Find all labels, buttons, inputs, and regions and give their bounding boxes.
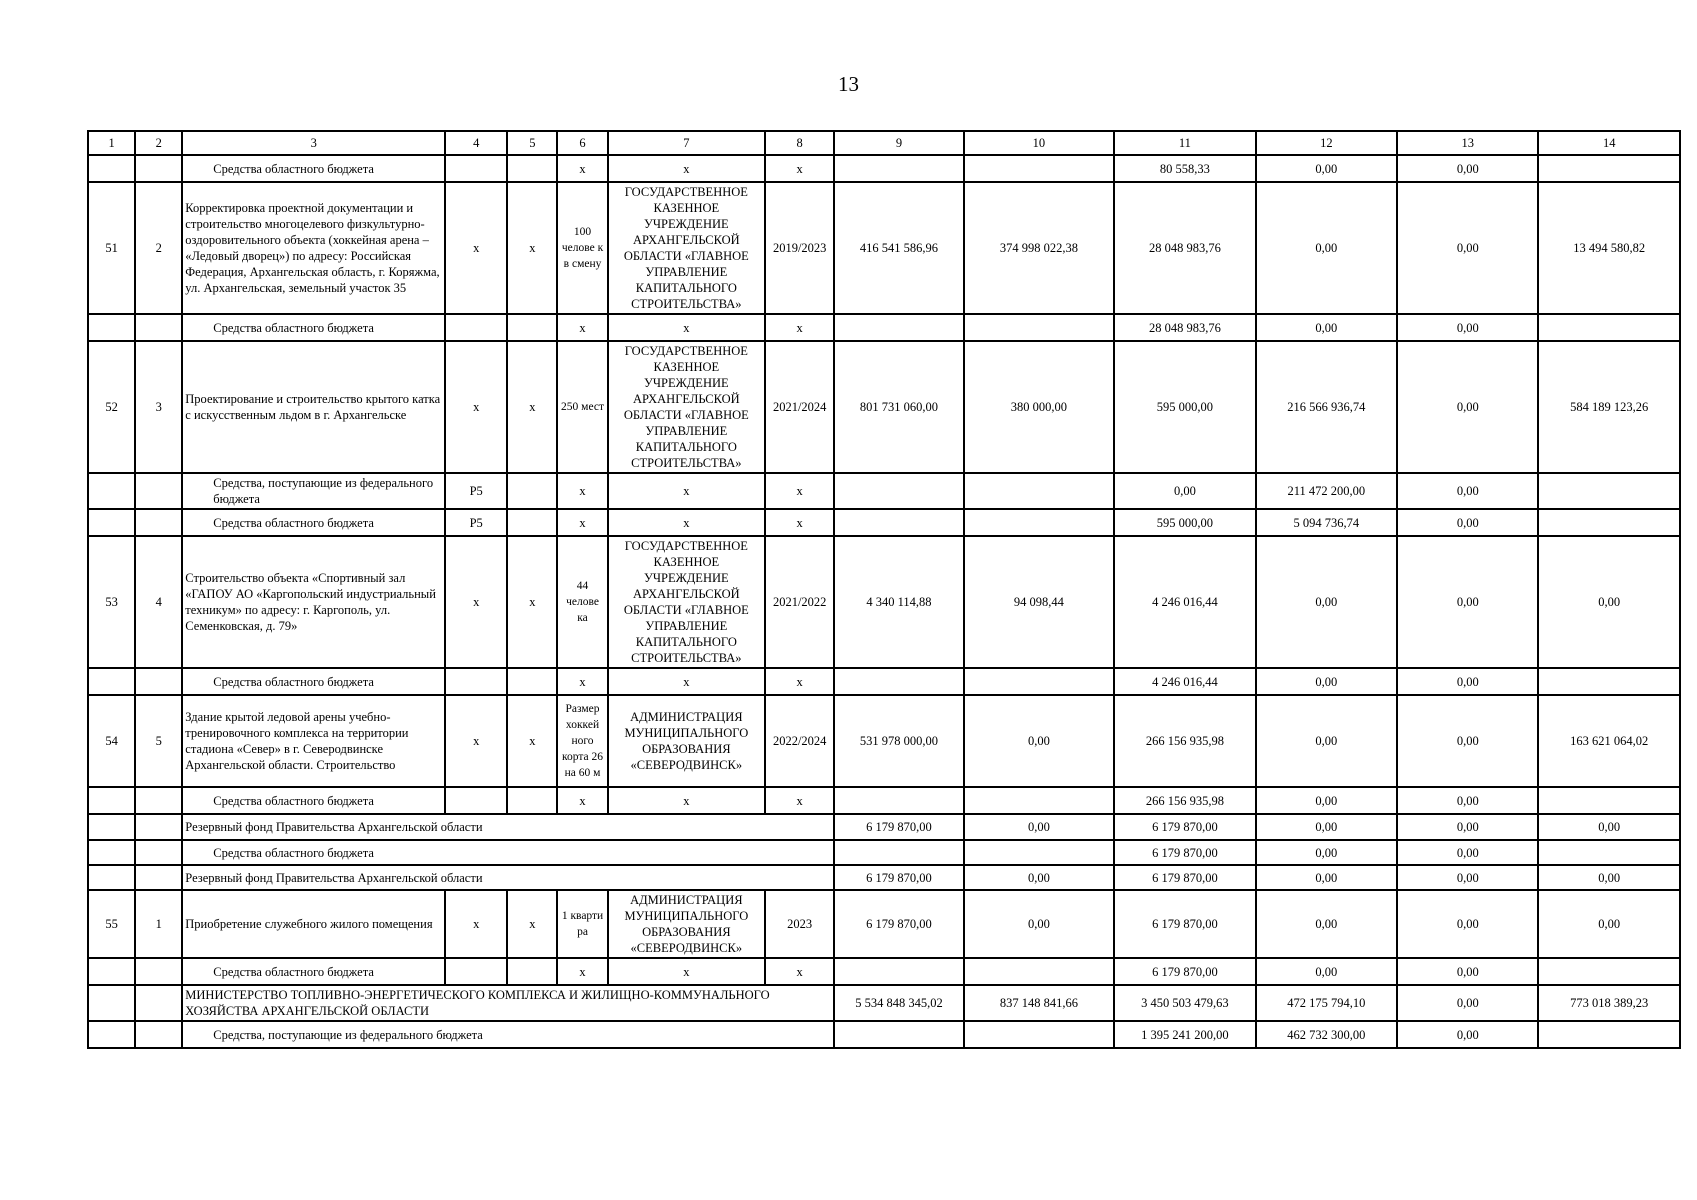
cell-col4: х: [445, 341, 507, 473]
cell-col4: [445, 787, 507, 814]
sub-number-cell: [135, 840, 182, 865]
column-header: 12: [1256, 131, 1397, 155]
table-row: [88, 473, 1680, 509]
investment-program-table: [87, 130, 1681, 1049]
amount-cell-c9: [834, 155, 963, 182]
amount-cell-c13: 0,00: [1397, 341, 1538, 473]
capacity-cell: х: [557, 668, 607, 695]
capacity-cell: 100 челове к в смену: [557, 182, 607, 314]
customer-cell: ГОСУДАРСТВЕННОЕ КАЗЕННОЕ УЧРЕЖДЕНИЕ АРХАНГЕЛЬСКОЙ ОБЛАСТИ «ГЛАВНОЕ УПРАВЛЕНИЕ КАПИТАЛЬНОГО СТРОИТЕЛЬСТВА»: [608, 341, 765, 473]
amount-cell-c11: 4 246 016,44: [1114, 668, 1255, 695]
amount-cell-c13: 0,00: [1397, 958, 1538, 985]
amount-cell-c9: [834, 473, 963, 509]
amount-cell-c11: 595 000,00: [1114, 341, 1255, 473]
amount-cell-c9: 416 541 586,96: [834, 182, 963, 314]
capacity-cell: Размер хоккей ного корта 26 на 60 м: [557, 695, 607, 787]
cell-col5: х: [507, 182, 557, 314]
customer-cell: х: [608, 473, 765, 509]
amount-cell-c14: 0,00: [1538, 536, 1680, 668]
sub-number-cell: [135, 314, 182, 341]
amount-cell-c10: 0,00: [964, 890, 1114, 958]
amount-cell-c10: 0,00: [964, 695, 1114, 787]
sub-number-cell: [135, 814, 182, 840]
amount-cell-c12: 216 566 936,74: [1256, 341, 1397, 473]
row-number-cell: [88, 155, 135, 182]
row-number-cell: [88, 840, 135, 865]
amount-cell-c14: [1538, 840, 1680, 865]
amount-cell-c11: 6 179 870,00: [1114, 840, 1255, 865]
amount-cell-c11: 3 450 503 479,63: [1114, 985, 1255, 1021]
table-row: [88, 1021, 1680, 1048]
column-header: 11: [1114, 131, 1255, 155]
customer-cell: х: [608, 155, 765, 182]
row-number-cell: [88, 314, 135, 341]
cell-col5: [507, 314, 557, 341]
section-title-cell: Резервный фонд Правительства Архангельской области: [182, 814, 834, 840]
amount-cell-c14: 773 018 389,23: [1538, 985, 1680, 1021]
cell-col4: [445, 314, 507, 341]
column-number-row: [88, 131, 1680, 155]
column-header: 2: [135, 131, 182, 155]
amount-cell-c11: 6 179 870,00: [1114, 814, 1255, 840]
funding-source-cell: Средства областного бюджета: [182, 958, 445, 985]
amount-cell-c11: 28 048 983,76: [1114, 314, 1255, 341]
cell-col5: [507, 509, 557, 536]
amount-cell-c12: 472 175 794,10: [1256, 985, 1397, 1021]
amount-cell-c14: [1538, 509, 1680, 536]
row-number-cell: 54: [88, 695, 135, 787]
amount-cell-c13: 0,00: [1397, 985, 1538, 1021]
funding-source-cell: Средства, поступающие из федерального бюджета: [182, 473, 445, 509]
row-number-cell: 55: [88, 890, 135, 958]
funding-source-cell: Средства областного бюджета: [182, 509, 445, 536]
sub-number-cell: 1: [135, 890, 182, 958]
amount-cell-c13: 0,00: [1397, 668, 1538, 695]
table-row: [88, 865, 1680, 890]
sub-number-cell: [135, 1021, 182, 1048]
section-title-cell: МИНИСТЕРСТВО ТОПЛИВНО-ЭНЕРГЕТИЧЕСКОГО КОМПЛЕКСА И ЖИЛИЩНО-КОММУНАЛЬНОГО ХОЗЯЙСТВА АРХАНГЕЛЬСКОЙ ОБЛАСТИ: [182, 985, 834, 1021]
page-number: 13: [838, 72, 859, 96]
period-cell: х: [765, 155, 834, 182]
table-row: [88, 668, 1680, 695]
cell-col4: [445, 155, 507, 182]
customer-cell: х: [608, 958, 765, 985]
sub-number-cell: [135, 787, 182, 814]
cell-col4: х: [445, 536, 507, 668]
column-header: 4: [445, 131, 507, 155]
cell-col5: [507, 473, 557, 509]
amount-cell-c12: 0,00: [1256, 787, 1397, 814]
period-cell: х: [765, 958, 834, 985]
cell-col5: [507, 787, 557, 814]
funding-source-cell: Средства областного бюджета: [182, 787, 445, 814]
amount-cell-c11: 28 048 983,76: [1114, 182, 1255, 314]
table-row: [88, 182, 1680, 314]
row-number-cell: 53: [88, 536, 135, 668]
amount-cell-c12: 462 732 300,00: [1256, 1021, 1397, 1048]
period-cell: 2019/2023: [765, 182, 834, 314]
capacity-cell: 44 челове ка: [557, 536, 607, 668]
sub-number-cell: [135, 155, 182, 182]
amount-cell-c11: 595 000,00: [1114, 509, 1255, 536]
amount-cell-c13: 0,00: [1397, 182, 1538, 314]
cell-col4: х: [445, 695, 507, 787]
amount-cell-c11: 0,00: [1114, 473, 1255, 509]
amount-cell-c9: 6 179 870,00: [834, 814, 963, 840]
row-number-cell: [88, 787, 135, 814]
amount-cell-c11: 266 156 935,98: [1114, 695, 1255, 787]
sub-number-cell: 4: [135, 536, 182, 668]
amount-cell-c14: 163 621 064,02: [1538, 695, 1680, 787]
amount-cell-c10: [964, 1021, 1114, 1048]
capacity-cell: х: [557, 958, 607, 985]
cell-col4: [445, 668, 507, 695]
amount-cell-c10: [964, 509, 1114, 536]
cell-col5: х: [507, 341, 557, 473]
amount-cell-c11: 4 246 016,44: [1114, 536, 1255, 668]
funding-source-cell: Средства, поступающие из федерального бюджета: [182, 1021, 834, 1048]
column-header: 13: [1397, 131, 1538, 155]
amount-cell-c14: [1538, 787, 1680, 814]
amount-cell-c9: [834, 509, 963, 536]
object-name-cell: Корректировка проектной документации и строительство многоцелевого физкультурно-оздоровительного объекта (хоккейная арена – «Ледовый дворец») по адресу: Российская Федерация, Архангельская область, г. Коряжма, ул. Архангельская, земельный участок 35: [182, 182, 445, 314]
period-cell: 2023: [765, 890, 834, 958]
amount-cell-c10: 374 998 022,38: [964, 182, 1114, 314]
amount-cell-c14: 0,00: [1538, 890, 1680, 958]
table-row: [88, 314, 1680, 341]
column-header: 7: [608, 131, 765, 155]
period-cell: 2021/2024: [765, 341, 834, 473]
column-header: 8: [765, 131, 834, 155]
column-header: 3: [182, 131, 445, 155]
amount-cell-c10: [964, 958, 1114, 985]
amount-cell-c13: 0,00: [1397, 865, 1538, 890]
amount-cell-c10: 94 098,44: [964, 536, 1114, 668]
table-row: [88, 509, 1680, 536]
amount-cell-c9: 6 179 870,00: [834, 890, 963, 958]
amount-cell-c9: [834, 668, 963, 695]
capacity-cell: х: [557, 155, 607, 182]
amount-cell-c9: 531 978 000,00: [834, 695, 963, 787]
cell-col4: х: [445, 182, 507, 314]
cell-col4: х: [445, 890, 507, 958]
sub-number-cell: 5: [135, 695, 182, 787]
amount-cell-c10: 837 148 841,66: [964, 985, 1114, 1021]
amount-cell-c12: 0,00: [1256, 890, 1397, 958]
amount-cell-c9: [834, 958, 963, 985]
amount-cell-c10: [964, 668, 1114, 695]
amount-cell-c14: [1538, 155, 1680, 182]
amount-cell-c12: 0,00: [1256, 182, 1397, 314]
amount-cell-c12: 0,00: [1256, 840, 1397, 865]
amount-cell-c14: [1538, 958, 1680, 985]
amount-cell-c9: [834, 314, 963, 341]
sub-number-cell: 3: [135, 341, 182, 473]
period-cell: х: [765, 473, 834, 509]
table-row: [88, 341, 1680, 473]
amount-cell-c11: 266 156 935,98: [1114, 787, 1255, 814]
cell-col4: P5: [445, 509, 507, 536]
capacity-cell: 250 мест: [557, 341, 607, 473]
column-header: 6: [557, 131, 607, 155]
amount-cell-c13: 0,00: [1397, 695, 1538, 787]
amount-cell-c13: 0,00: [1397, 155, 1538, 182]
amount-cell-c13: 0,00: [1397, 509, 1538, 536]
period-cell: х: [765, 509, 834, 536]
column-header: 5: [507, 131, 557, 155]
amount-cell-c14: [1538, 314, 1680, 341]
amount-cell-c13: 0,00: [1397, 314, 1538, 341]
cell-col5: х: [507, 695, 557, 787]
period-cell: 2022/2024: [765, 695, 834, 787]
amount-cell-c10: [964, 840, 1114, 865]
amount-cell-c11: 6 179 870,00: [1114, 958, 1255, 985]
amount-cell-c9: [834, 1021, 963, 1048]
amount-cell-c12: 5 094 736,74: [1256, 509, 1397, 536]
amount-cell-c12: 0,00: [1256, 865, 1397, 890]
row-number-cell: 52: [88, 341, 135, 473]
period-cell: х: [765, 314, 834, 341]
capacity-cell: х: [557, 787, 607, 814]
amount-cell-c12: 0,00: [1256, 958, 1397, 985]
amount-cell-c13: 0,00: [1397, 890, 1538, 958]
period-cell: х: [765, 787, 834, 814]
cell-col4: P5: [445, 473, 507, 509]
row-number-cell: [88, 865, 135, 890]
amount-cell-c12: 0,00: [1256, 536, 1397, 668]
object-name-cell: Приобретение служебного жилого помещения: [182, 890, 445, 958]
funding-source-cell: Средства областного бюджета: [182, 314, 445, 341]
capacity-cell: х: [557, 509, 607, 536]
sub-number-cell: 2: [135, 182, 182, 314]
table-row: [88, 155, 1680, 182]
row-number-cell: [88, 473, 135, 509]
amount-cell-c14: [1538, 668, 1680, 695]
amount-cell-c14: 0,00: [1538, 865, 1680, 890]
column-header: 9: [834, 131, 963, 155]
amount-cell-c12: 211 472 200,00: [1256, 473, 1397, 509]
amount-cell-c10: 0,00: [964, 865, 1114, 890]
amount-cell-c14: 13 494 580,82: [1538, 182, 1680, 314]
object-name-cell: Проектирование и строительство крытого катка с искусственным льдом в г. Архангельске: [182, 341, 445, 473]
customer-cell: х: [608, 509, 765, 536]
period-cell: 2021/2022: [765, 536, 834, 668]
row-number-cell: [88, 668, 135, 695]
amount-cell-c13: 0,00: [1397, 536, 1538, 668]
amount-cell-c14: 0,00: [1538, 814, 1680, 840]
amount-cell-c12: 0,00: [1256, 668, 1397, 695]
customer-cell: х: [608, 787, 765, 814]
funding-source-cell: Средства областного бюджета: [182, 668, 445, 695]
table-row: [88, 985, 1680, 1021]
object-name-cell: Строительство объекта «Спортивный зал «ГАПОУ АО «Каргопольский индустриальный техникум» по адресу: г. Каргополь, ул. Семенковская, д. 79»: [182, 536, 445, 668]
customer-cell: АДМИНИСТРАЦИЯ МУНИЦИПАЛЬНОГО ОБРАЗОВАНИЯ «СЕВЕРОДВИНСК»: [608, 890, 765, 958]
row-number-cell: [88, 509, 135, 536]
table-row: [88, 695, 1680, 787]
row-number-cell: [88, 958, 135, 985]
customer-cell: ГОСУДАРСТВЕННОЕ КАЗЕННОЕ УЧРЕЖДЕНИЕ АРХАНГЕЛЬСКОЙ ОБЛАСТИ «ГЛАВНОЕ УПРАВЛЕНИЕ КАПИТАЛЬНОГО СТРОИТЕЛЬСТВА»: [608, 182, 765, 314]
column-header: 1: [88, 131, 135, 155]
amount-cell-c11: 80 558,33: [1114, 155, 1255, 182]
amount-cell-c10: 0,00: [964, 814, 1114, 840]
amount-cell-c9: [834, 787, 963, 814]
row-number-cell: [88, 1021, 135, 1048]
amount-cell-c10: [964, 155, 1114, 182]
amount-cell-c12: 0,00: [1256, 695, 1397, 787]
amount-cell-c13: 0,00: [1397, 473, 1538, 509]
cell-col5: х: [507, 536, 557, 668]
capacity-cell: х: [557, 473, 607, 509]
amount-cell-c9: 6 179 870,00: [834, 865, 963, 890]
amount-cell-c9: 5 534 848 345,02: [834, 985, 963, 1021]
row-number-cell: 51: [88, 182, 135, 314]
sub-number-cell: [135, 473, 182, 509]
table-row: [88, 890, 1680, 958]
amount-cell-c14: [1538, 1021, 1680, 1048]
capacity-cell: 1 кварти ра: [557, 890, 607, 958]
customer-cell: х: [608, 314, 765, 341]
cell-col5: [507, 668, 557, 695]
table-row: [88, 814, 1680, 840]
amount-cell-c9: 4 340 114,88: [834, 536, 963, 668]
row-number-cell: [88, 814, 135, 840]
amount-cell-c9: 801 731 060,00: [834, 341, 963, 473]
amount-cell-c10: 380 000,00: [964, 341, 1114, 473]
amount-cell-c10: [964, 473, 1114, 509]
amount-cell-c14: [1538, 473, 1680, 509]
amount-cell-c12: 0,00: [1256, 814, 1397, 840]
object-name-cell: Здание крытой ледовой арены учебно-тренировочного комплекса на территории стадиона «Север» в г. Северодвинске Архангельской области. Строительство: [182, 695, 445, 787]
sub-number-cell: [135, 509, 182, 536]
customer-cell: АДМИНИСТРАЦИЯ МУНИЦИПАЛЬНОГО ОБРАЗОВАНИЯ «СЕВЕРОДВИНСК»: [608, 695, 765, 787]
amount-cell-c11: 6 179 870,00: [1114, 865, 1255, 890]
column-header: 14: [1538, 131, 1680, 155]
amount-cell-c10: [964, 787, 1114, 814]
sub-number-cell: [135, 668, 182, 695]
sub-number-cell: [135, 985, 182, 1021]
customer-cell: ГОСУДАРСТВЕННОЕ КАЗЕННОЕ УЧРЕЖДЕНИЕ АРХАНГЕЛЬСКОЙ ОБЛАСТИ «ГЛАВНОЕ УПРАВЛЕНИЕ КАПИТАЛЬНОГО СТРОИТЕЛЬСТВА»: [608, 536, 765, 668]
amount-cell-c13: 0,00: [1397, 787, 1538, 814]
row-number-cell: [88, 985, 135, 1021]
sub-number-cell: [135, 958, 182, 985]
amount-cell-c10: [964, 314, 1114, 341]
amount-cell-c12: 0,00: [1256, 155, 1397, 182]
section-title-cell: Резервный фонд Правительства Архангельской области: [182, 865, 834, 890]
cell-col4: [445, 958, 507, 985]
amount-cell-c13: 0,00: [1397, 840, 1538, 865]
funding-source-cell: Средства областного бюджета: [182, 155, 445, 182]
table-row: [88, 536, 1680, 668]
cell-col5: [507, 958, 557, 985]
cell-col5: х: [507, 890, 557, 958]
amount-cell-c14: 584 189 123,26: [1538, 341, 1680, 473]
amount-cell-c11: 6 179 870,00: [1114, 890, 1255, 958]
amount-cell-c9: [834, 840, 963, 865]
customer-cell: х: [608, 668, 765, 695]
table-row: [88, 958, 1680, 985]
amount-cell-c13: 0,00: [1397, 1021, 1538, 1048]
amount-cell-c11: 1 395 241 200,00: [1114, 1021, 1255, 1048]
funding-source-cell: Средства областного бюджета: [182, 840, 834, 865]
amount-cell-c13: 0,00: [1397, 814, 1538, 840]
column-header: 10: [964, 131, 1114, 155]
period-cell: х: [765, 668, 834, 695]
capacity-cell: х: [557, 314, 607, 341]
table-row: [88, 840, 1680, 865]
cell-col5: [507, 155, 557, 182]
amount-cell-c12: 0,00: [1256, 314, 1397, 341]
table-row: [88, 787, 1680, 814]
sub-number-cell: [135, 865, 182, 890]
